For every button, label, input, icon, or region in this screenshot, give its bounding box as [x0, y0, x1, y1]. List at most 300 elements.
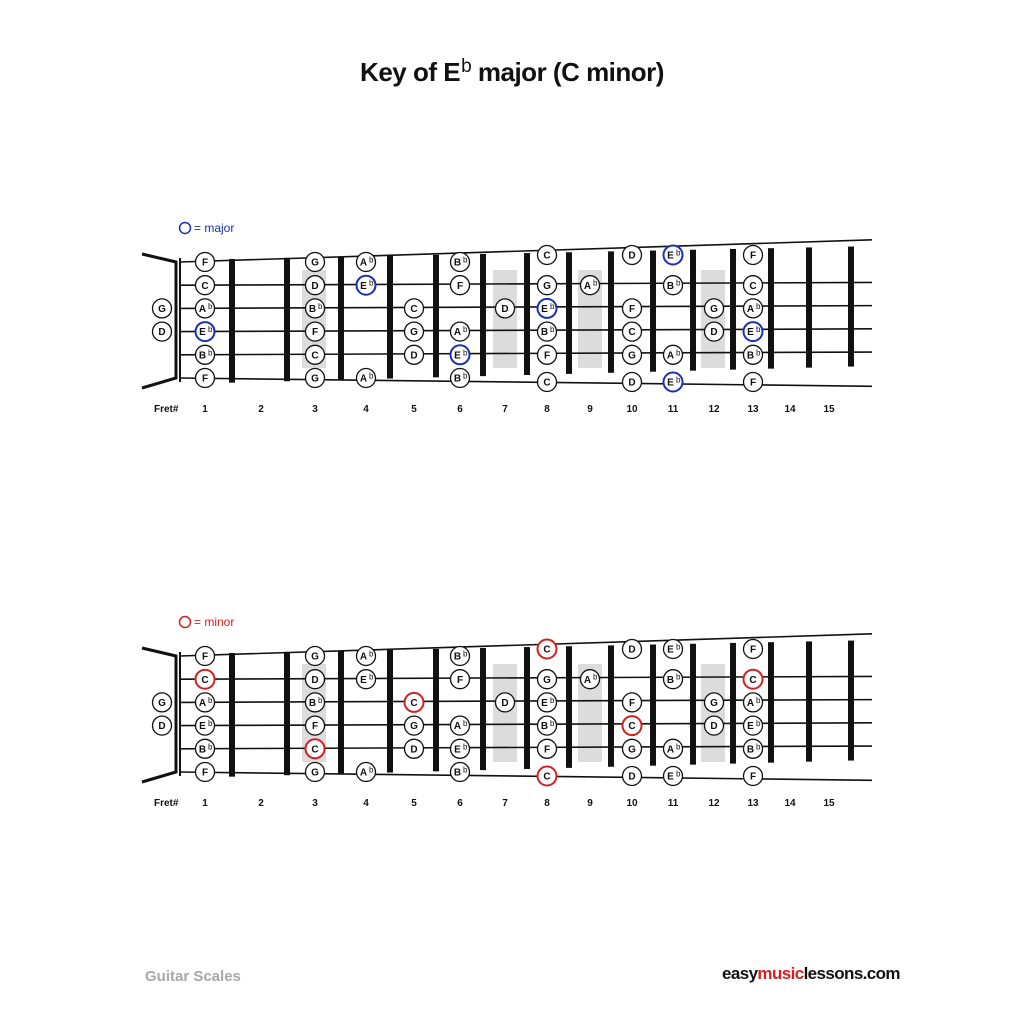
- flat-sign: b: [756, 719, 761, 729]
- note-f4-s1: [357, 647, 376, 666]
- note-letter: B: [308, 698, 317, 709]
- note-letter: E: [541, 698, 548, 709]
- note-f1-s2: [196, 276, 215, 295]
- note-f1-s2: [196, 670, 215, 689]
- note-letter: D: [410, 744, 418, 756]
- note-f5-s4: [405, 716, 424, 735]
- fret-wire-13: [768, 248, 774, 368]
- note-f1-s3: [196, 693, 215, 712]
- note-letter: A: [453, 721, 462, 733]
- fret-number-12: 12: [708, 404, 720, 415]
- note-f8-s2: [538, 670, 557, 689]
- note-letter: A: [583, 280, 592, 292]
- note-f10-s5: [623, 345, 642, 364]
- note-letter: D: [410, 350, 418, 362]
- note-f6-s2: [451, 670, 470, 689]
- note-letter: D: [628, 771, 636, 783]
- fret-number-13: 13: [747, 798, 759, 809]
- fret-wire-8: [566, 646, 572, 768]
- note-f10-s3: [623, 693, 642, 712]
- fret-wire-13: [768, 642, 774, 762]
- fret-wire-8: [566, 252, 572, 374]
- fret-wire-11: [690, 250, 696, 371]
- flat-sign: b: [676, 642, 681, 652]
- note-letter: D: [628, 250, 636, 262]
- note-f4-s2: [357, 276, 376, 295]
- title-text: Key of E: [360, 57, 461, 87]
- fret-wire-10: [650, 645, 656, 766]
- note-f3-s4: [306, 322, 325, 341]
- fret-number-10: 10: [626, 404, 638, 415]
- flat-sign: b: [208, 719, 213, 729]
- note-f11-s5: [664, 345, 683, 364]
- note-f6-s5: [451, 739, 470, 758]
- note-f10-s6: [623, 373, 642, 392]
- fret-number-5: 5: [411, 798, 417, 809]
- note-letter: E: [454, 744, 461, 756]
- footer-brand-logo: [722, 964, 900, 984]
- note-f8-s4: [538, 322, 557, 341]
- note-letter: B: [453, 767, 462, 779]
- note-letter: E: [667, 250, 674, 262]
- fret-wire-9: [608, 645, 614, 766]
- flat-sign: b: [756, 348, 761, 358]
- legend-label: = major: [194, 221, 235, 235]
- note-letter: C: [201, 674, 209, 686]
- flat-sign: b: [463, 649, 468, 659]
- flat-sign: b: [463, 719, 468, 729]
- fret-number-7: 7: [502, 404, 508, 415]
- note-letter: D: [158, 721, 166, 733]
- note-f7-s3: [496, 693, 515, 712]
- note-f12-s4: [705, 322, 724, 341]
- note-f3-s6: [306, 763, 325, 782]
- note-f11-s6: [664, 767, 683, 786]
- note-f1-s5: [196, 739, 215, 758]
- note-letter: B: [746, 350, 755, 362]
- fret-wire-12: [730, 249, 736, 370]
- fretboard-minor: [142, 615, 872, 809]
- note-letter: C: [628, 721, 636, 733]
- note-f5-s4: [405, 322, 424, 341]
- note-f3-s1: [306, 647, 325, 666]
- flat-sign: b: [369, 255, 374, 265]
- fret-number-9: 9: [587, 798, 593, 809]
- note-f6-s6: [451, 369, 470, 388]
- note-f10-s3: [623, 299, 642, 318]
- note-f13-s3: [744, 299, 763, 318]
- note-letter: E: [199, 721, 206, 733]
- brand-part-music: music: [757, 964, 804, 983]
- note-letter: B: [453, 373, 462, 385]
- note-f7-s3: [496, 299, 515, 318]
- fret-number-2: 2: [258, 798, 264, 809]
- note-f3-s4: [306, 716, 325, 735]
- note-letter: F: [456, 280, 464, 292]
- note-f11-s1: [664, 246, 683, 265]
- fret-wire-4: [387, 256, 393, 379]
- fret-wire-6: [480, 254, 486, 376]
- note-letter: D: [158, 327, 166, 339]
- note-letter: F: [456, 674, 464, 686]
- note-f9-s2: [581, 276, 600, 295]
- note-letter: C: [543, 377, 551, 389]
- fret-number-4: 4: [363, 404, 369, 415]
- note-letter: G: [158, 304, 166, 315]
- note-letter: G: [410, 721, 418, 733]
- string-6: [180, 769, 872, 780]
- note-f8-s4: [538, 716, 557, 735]
- note-f3-s3: [306, 299, 325, 318]
- note-letter: F: [311, 721, 319, 733]
- fret-wire-15: [848, 247, 854, 367]
- note-letter: C: [311, 744, 319, 756]
- note-letter: C: [749, 674, 757, 686]
- note-f6-s6: [451, 763, 470, 782]
- note-letter: C: [543, 644, 551, 656]
- note-letter: F: [628, 698, 636, 709]
- note-f13-s1: [744, 640, 763, 659]
- note-f13-s5: [744, 345, 763, 364]
- flat-sign: b: [593, 672, 598, 682]
- fret-number-6: 6: [457, 404, 463, 415]
- legend-circle-icon: [180, 223, 191, 234]
- note-letter: D: [501, 698, 509, 709]
- note-f13-s2: [744, 276, 763, 295]
- flat-sign: b: [369, 278, 374, 288]
- footer-guitar-scales: Guitar Scales: [145, 968, 241, 985]
- flat-sign: b: [208, 325, 213, 335]
- note-f6-s4: [451, 716, 470, 735]
- flat-sign: b: [318, 301, 323, 311]
- note-f10-s6: [623, 767, 642, 786]
- open-note-G: [153, 693, 172, 712]
- note-f6-s4: [451, 322, 470, 341]
- flat-sign: b: [676, 769, 681, 779]
- note-letter: E: [667, 377, 674, 389]
- note-letter: D: [710, 327, 718, 339]
- note-letter: B: [540, 327, 549, 339]
- note-letter: E: [667, 644, 674, 656]
- flat-sign: b: [463, 325, 468, 335]
- note-f12-s3: [705, 693, 724, 712]
- fret-wire-5: [433, 255, 439, 377]
- fret-wire-14: [806, 641, 812, 761]
- fret-number-14: 14: [784, 798, 796, 809]
- fret-wire-9: [608, 251, 614, 372]
- note-letter: C: [410, 304, 418, 315]
- fret-wire-6: [480, 648, 486, 770]
- note-f1-s6: [196, 763, 215, 782]
- headstock-outline: [142, 648, 176, 782]
- note-letter: C: [543, 771, 551, 783]
- note-f8-s6: [538, 373, 557, 392]
- note-f13-s6: [744, 373, 763, 392]
- flat-sign: b: [463, 765, 468, 775]
- note-letter: E: [454, 350, 461, 362]
- note-f1-s6: [196, 369, 215, 388]
- fret-number-14: 14: [784, 404, 796, 415]
- fret-number-1: 1: [202, 798, 208, 809]
- note-letter: A: [359, 257, 368, 269]
- flat-sign: b: [463, 742, 468, 752]
- note-letter: A: [583, 674, 592, 686]
- fret-number-11: 11: [667, 798, 679, 809]
- note-letter: A: [359, 651, 368, 663]
- flat-sign: b: [208, 742, 213, 752]
- note-letter: E: [199, 327, 206, 339]
- note-f13-s1: [744, 246, 763, 265]
- note-f13-s4: [744, 716, 763, 735]
- fret-label: Fret#: [154, 404, 179, 415]
- note-letter: B: [540, 721, 549, 733]
- note-letter: G: [543, 280, 551, 292]
- note-f3-s2: [306, 670, 325, 689]
- note-f12-s4: [705, 716, 724, 735]
- note-f11-s5: [664, 739, 683, 758]
- note-letter: C: [628, 327, 636, 339]
- note-letter: G: [710, 698, 718, 709]
- flat-sign: b: [369, 765, 374, 775]
- fret-wire-4: [387, 650, 393, 773]
- note-letter: D: [628, 377, 636, 389]
- fret-wire-10: [650, 251, 656, 372]
- fret-number-3: 3: [312, 798, 318, 809]
- note-letter: B: [453, 651, 462, 663]
- note-f13-s5: [744, 739, 763, 758]
- flat-sign: b: [676, 348, 681, 358]
- fret-wire-12: [730, 643, 736, 764]
- note-f8-s2: [538, 276, 557, 295]
- note-letter: F: [201, 257, 209, 269]
- note-f5-s3: [405, 693, 424, 712]
- note-f4-s6: [357, 369, 376, 388]
- note-letter: G: [158, 698, 166, 709]
- flat-sign: b: [593, 278, 598, 288]
- note-letter: E: [360, 280, 367, 292]
- note-f9-s2: [581, 670, 600, 689]
- note-letter: A: [746, 698, 755, 709]
- headstock-outline: [142, 254, 176, 388]
- note-f10-s4: [623, 322, 642, 341]
- note-letter: E: [541, 304, 548, 315]
- note-f8-s3: [538, 299, 557, 318]
- note-f10-s5: [623, 739, 642, 758]
- note-f3-s5: [306, 345, 325, 364]
- note-letter: F: [201, 373, 209, 385]
- fret-wire-1: [229, 259, 235, 383]
- note-letter: A: [198, 304, 207, 315]
- flat-sign: b: [676, 742, 681, 752]
- flat-sign: b: [756, 325, 761, 335]
- note-f10-s1: [623, 640, 642, 659]
- note-letter: A: [359, 373, 368, 385]
- fret-number-1: 1: [202, 404, 208, 415]
- flat-sign: b: [463, 255, 468, 265]
- note-f11-s1: [664, 640, 683, 659]
- note-letter: B: [666, 674, 675, 686]
- note-f4-s2: [357, 670, 376, 689]
- fret-number-15: 15: [823, 404, 835, 415]
- fret-number-4: 4: [363, 798, 369, 809]
- title-suffix: major (C minor): [471, 57, 664, 87]
- fret-number-3: 3: [312, 404, 318, 415]
- fret-number-5: 5: [411, 404, 417, 415]
- note-letter: F: [749, 644, 757, 656]
- note-f4-s1: [357, 253, 376, 272]
- string-6: [180, 375, 872, 386]
- fret-label: Fret#: [154, 798, 179, 809]
- note-f3-s2: [306, 276, 325, 295]
- note-letter: G: [311, 651, 319, 663]
- note-letter: A: [359, 767, 368, 779]
- note-f13-s2: [744, 670, 763, 689]
- note-f4-s6: [357, 763, 376, 782]
- fret-wire-1: [229, 653, 235, 777]
- fret-number-9: 9: [587, 404, 593, 415]
- note-f13-s4: [744, 322, 763, 341]
- open-note-G: [153, 299, 172, 318]
- note-f5-s5: [405, 739, 424, 758]
- note-letter: E: [747, 721, 754, 733]
- fret-number-6: 6: [457, 798, 463, 809]
- brand-part-lessons: lessons.com: [803, 964, 900, 983]
- flat-sign: b: [676, 248, 681, 258]
- note-letter: D: [628, 644, 636, 656]
- note-letter: B: [198, 350, 207, 362]
- note-letter: G: [311, 257, 319, 269]
- note-f3-s3: [306, 693, 325, 712]
- note-f13-s6: [744, 767, 763, 786]
- fret-wire-2: [284, 258, 290, 381]
- note-letter: F: [543, 350, 551, 362]
- note-f10-s4: [623, 716, 642, 735]
- note-f11-s6: [664, 373, 683, 392]
- note-f10-s1: [623, 246, 642, 265]
- flat-sign: b: [463, 348, 468, 358]
- note-letter: E: [747, 327, 754, 339]
- fret-wire-7: [524, 253, 530, 375]
- note-f1-s1: [196, 647, 215, 666]
- note-letter: C: [201, 280, 209, 292]
- note-f6-s1: [451, 647, 470, 666]
- note-letter: F: [201, 767, 209, 779]
- note-f1-s4: [196, 716, 215, 735]
- note-f6-s1: [451, 253, 470, 272]
- note-letter: F: [311, 327, 319, 339]
- flat-sign: b: [676, 278, 681, 288]
- flat-sign: b: [369, 371, 374, 381]
- flat-sign: b: [756, 742, 761, 752]
- fret-number-8: 8: [544, 404, 550, 415]
- note-letter: F: [201, 651, 209, 663]
- note-f3-s1: [306, 253, 325, 272]
- note-letter: C: [543, 250, 551, 262]
- fret-wire-14: [806, 247, 812, 367]
- flat-sign: b: [756, 695, 761, 705]
- note-f6-s2: [451, 276, 470, 295]
- note-f3-s5: [306, 739, 325, 758]
- note-letter: F: [628, 304, 636, 315]
- open-note-D: [153, 716, 172, 735]
- flat-sign: b: [463, 371, 468, 381]
- note-letter: C: [410, 698, 418, 709]
- fret-number-11: 11: [667, 404, 679, 415]
- note-letter: G: [628, 350, 636, 362]
- note-letter: D: [311, 280, 319, 292]
- note-letter: F: [749, 250, 757, 262]
- note-f1-s1: [196, 253, 215, 272]
- flat-sign: b: [550, 325, 555, 335]
- note-letter: A: [746, 304, 755, 315]
- note-letter: E: [667, 771, 674, 783]
- flat-sign: b: [676, 672, 681, 682]
- flat-sign: b: [208, 695, 213, 705]
- note-letter: B: [746, 744, 755, 756]
- note-f8-s1: [538, 246, 557, 265]
- note-f8-s3: [538, 693, 557, 712]
- note-letter: G: [628, 744, 636, 756]
- fret-number-15: 15: [823, 798, 835, 809]
- note-letter: A: [666, 350, 675, 362]
- note-f11-s2: [664, 276, 683, 295]
- note-f5-s5: [405, 345, 424, 364]
- note-f8-s5: [538, 739, 557, 758]
- fret-wire-7: [524, 647, 530, 769]
- note-letter: F: [749, 771, 757, 783]
- note-f12-s3: [705, 299, 724, 318]
- note-letter: A: [666, 744, 675, 756]
- legend-circle-icon: [180, 617, 191, 628]
- note-letter: A: [198, 698, 207, 709]
- note-f8-s6: [538, 767, 557, 786]
- note-letter: D: [710, 721, 718, 733]
- note-f8-s1: [538, 640, 557, 659]
- fret-number-7: 7: [502, 798, 508, 809]
- fret-wire-3: [338, 257, 344, 380]
- note-letter: B: [453, 257, 462, 269]
- note-letter: C: [749, 280, 757, 292]
- flat-sign: b: [208, 301, 213, 311]
- open-note-D: [153, 322, 172, 341]
- fret-number-13: 13: [747, 404, 759, 415]
- note-letter: D: [501, 304, 509, 315]
- note-letter: B: [198, 744, 207, 756]
- flat-sign: b: [318, 695, 323, 705]
- note-letter: G: [410, 327, 418, 339]
- flat-sign: b: [676, 375, 681, 385]
- note-letter: B: [666, 280, 675, 292]
- fret-wire-5: [433, 649, 439, 771]
- flat-sign: b: [550, 695, 555, 705]
- note-letter: D: [311, 674, 319, 686]
- note-letter: E: [360, 674, 367, 686]
- note-letter: F: [749, 377, 757, 389]
- fret-wire-15: [848, 641, 854, 761]
- note-letter: F: [543, 744, 551, 756]
- note-letter: A: [453, 327, 462, 339]
- fret-number-10: 10: [626, 798, 638, 809]
- legend-label: = minor: [194, 615, 235, 629]
- note-f1-s3: [196, 299, 215, 318]
- flat-sign: b: [756, 301, 761, 311]
- note-f6-s5: [451, 345, 470, 364]
- fret-number-12: 12: [708, 798, 720, 809]
- fret-number-2: 2: [258, 404, 264, 415]
- flat-sign: b: [369, 649, 374, 659]
- note-f5-s3: [405, 299, 424, 318]
- flat-sign: b: [550, 719, 555, 729]
